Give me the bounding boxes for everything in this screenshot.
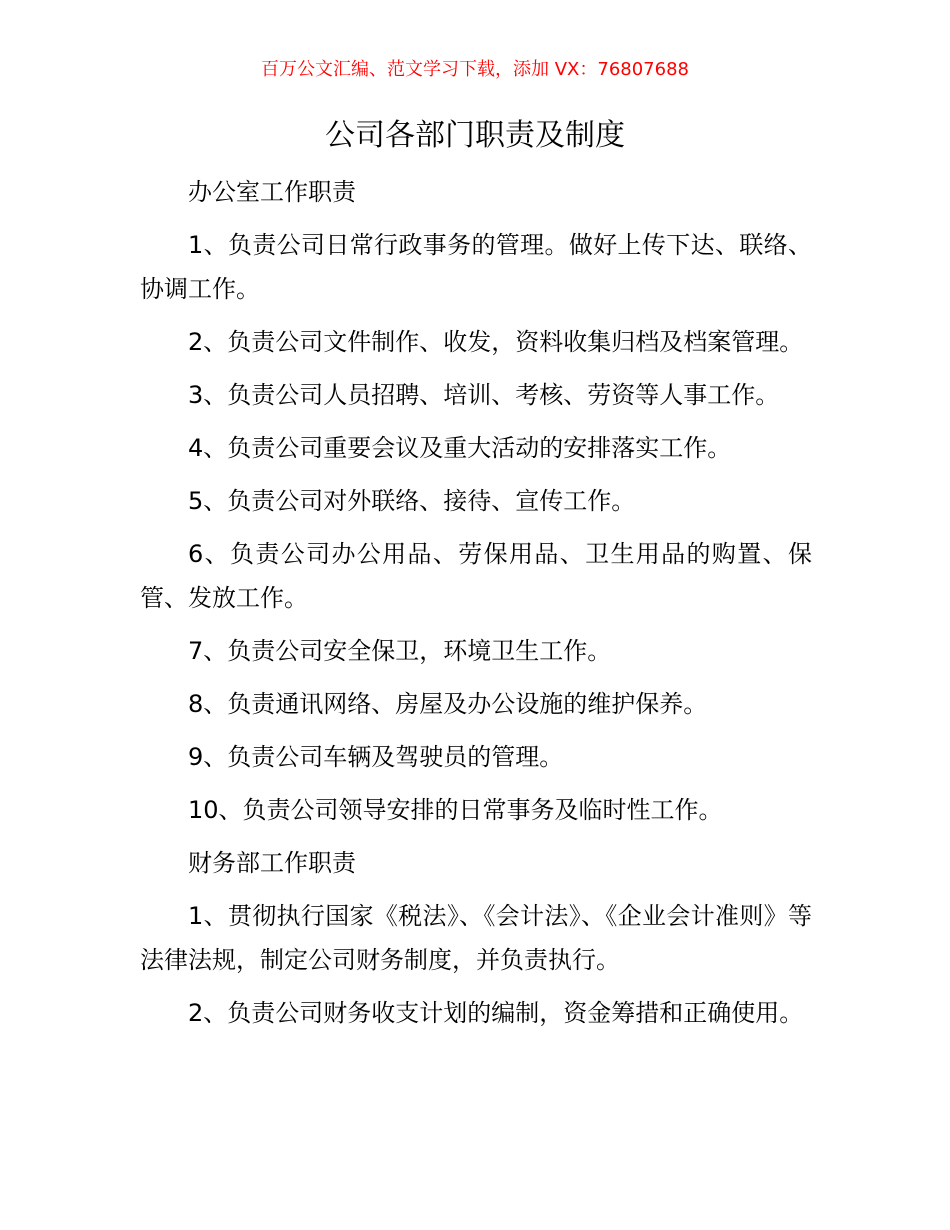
office-duty-item: 6、负责公司办公用品、劳保用品、卫生用品的购置、保管、发放工作。 xyxy=(140,540,812,612)
section-heading-office: 办公室工作职责 xyxy=(188,178,356,206)
finance-duty-item: 2、负责公司财务收支计划的编制，资金筹措和正确使用。 xyxy=(188,999,804,1027)
office-duty-item: 3、负责公司人员招聘、培训、考核、劳资等人事工作。 xyxy=(188,381,780,409)
office-duty-item: 2、负责公司文件制作、收发，资料收集归档及档案管理。 xyxy=(188,328,804,356)
office-duty-item: 5、负责公司对外联络、接待、宣传工作。 xyxy=(188,487,636,515)
document-body xyxy=(140,170,812,1044)
office-duty-item: 9、负责公司车辆及驾驶员的管理。 xyxy=(188,743,564,771)
watermark-banner: 百万公文汇编、范文学习下载，添加 VX：76807688 xyxy=(261,59,689,80)
finance-duty-item: 1、贯彻执行国家《税法》、《会计法》、《企业会计准则》等法律法规，制定公司财务制度，并负责执行。 xyxy=(140,902,812,974)
section-heading-finance: 财务部工作职责 xyxy=(188,849,356,877)
office-duty-item: 1、负责公司日常行政事务的管理。做好上传下达、联络、协调工作。 xyxy=(140,231,812,303)
office-duty-item: 7、负责公司安全保卫，环境卫生工作。 xyxy=(188,637,612,665)
office-duty-item: 10、负责公司领导安排的日常事务及临时性工作。 xyxy=(188,796,723,824)
office-duty-item: 8、负责通讯网络、房屋及办公设施的维护保养。 xyxy=(188,690,708,718)
page-title: 公司各部门职责及制度 xyxy=(325,118,625,153)
office-duty-item: 4、负责公司重要会议及重大活动的安排落实工作。 xyxy=(188,434,732,462)
